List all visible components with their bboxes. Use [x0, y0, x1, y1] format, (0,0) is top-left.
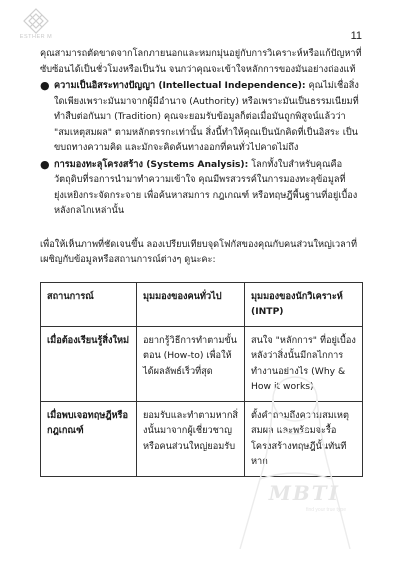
continued-paragraph: คุณสามารถตัดขาดจากโลกภายนอกและหมกมุ่นอยู่กับการวิเคราะห์หรือแก้ปัญหาที่ซับซ้อนได้เป็นชั่วโมงหรือเป็นวัน จนกว่าคุณจะเข้าใจหลักการของมันอย่างถ่องแท้	[40, 48, 362, 75]
column-header: สถานการณ์	[41, 282, 137, 326]
situation-cell: เมื่อต้องเรียนรู้สิ่งใหม่	[41, 326, 137, 401]
table-row	[41, 326, 363, 401]
comparison-table	[40, 282, 363, 477]
bullet-icon: ●	[40, 79, 50, 92]
trait-body: โลกทั้งใบสำหรับคุณคือวัตถุดิบที่รอการนำมาทำความเข้าใจ คุณมีพรสวรรค์ในการมองทะลุข้อมูลที่ยุ่งเหยิงกระจัดกระจาย เพื่อค้นหาสมการ กฎเกณฑ์ หรือทฤษฎีพื้นฐานที่อยู่เบื้องหลังกลไกเหล่านั้น	[54, 158, 358, 216]
situation-cell: เมื่อพบเจอทฤษฎีหรือกฎเกณฑ์	[41, 401, 137, 476]
watermark-text: MBTI	[268, 481, 340, 505]
table-row	[41, 401, 363, 476]
comparison-intro: เพื่อให้เห็นภาพที่ชัดเจนขึ้น ลองเปรียบเทียบจุดโฟกัสของคุณกับคนส่วนใหญ่เวลาที่เผชิญกับข้อมูลหรือสถานการณ์ต่างๆ ดูนะคะ:	[40, 238, 358, 265]
diamond-logo-icon	[23, 8, 49, 34]
trait-title: ความเป็นอิสระทางปัญญา (Intellectual Independence):	[54, 80, 306, 91]
general-view-cell: อยากรู้วิธีการทำตามขั้นตอน (How-to) เพื่อให้ได้ผลลัพธ์เร็วที่สุด	[137, 326, 245, 401]
column-header: มุมมองของคนทั่วไป	[137, 282, 245, 326]
intp-view-cell: สนใจ "หลักการ" ที่อยู่เบื้องหลังว่าสิ่งนั้นมีกลไกการทำงานอย่างไร (Why & How it works)	[245, 326, 363, 401]
list-item	[40, 157, 362, 219]
trait-title: การมองทะลุโครงสร้าง (Systems Analysis):	[54, 158, 249, 170]
brand-logo	[14, 8, 58, 41]
table-header-row	[41, 282, 363, 326]
trait-list	[40, 78, 362, 219]
watermark-tagline: find your true type	[305, 507, 346, 513]
general-view-cell: ยอมรับและทำตามหากสิ่งนั้นมาจากผู้เชี่ยวชาญหรือคนส่วนใหญ่ยอมรับ	[137, 401, 245, 476]
list-item	[40, 78, 362, 156]
trait-body: คุณไม่เชื่อสิ่งใดเพียงเพราะมันมาจากผู้มีอำนาจ (Authority) หรือเพราะมันเป็นธรรมเนียมที่ทำสืบต่อกันมา (Tradition) คุณจะยอมรับข้อมูลก็ต่อเมื่อมันถูกพิสูจน์แล้วว่า "สมเหตุสมผล" ตามหลักตรรกะเท่านั้น สิ่งนี้ทำให้คุณเป็นนักคิดที่เป็นอิสระ เป็นขบถทางความคิด และมักจะคิดค้นทางออกที่คนทั่วไปคาดไม่ถึง	[54, 80, 359, 153]
intp-view-cell: ตั้งคำถามถึงความสมเหตุสมผล และพร้อมจะรื้อโครงสร้างทฤษฎีนั้นทันทีหาก	[245, 401, 363, 476]
page-number: 11	[350, 30, 362, 42]
bullet-icon: ●	[40, 157, 50, 171]
page-content	[40, 46, 362, 477]
column-header: มุมมองของนักวิเคราะห์ (INTP)	[245, 282, 363, 326]
logo-text: ESTHER M	[19, 34, 53, 40]
